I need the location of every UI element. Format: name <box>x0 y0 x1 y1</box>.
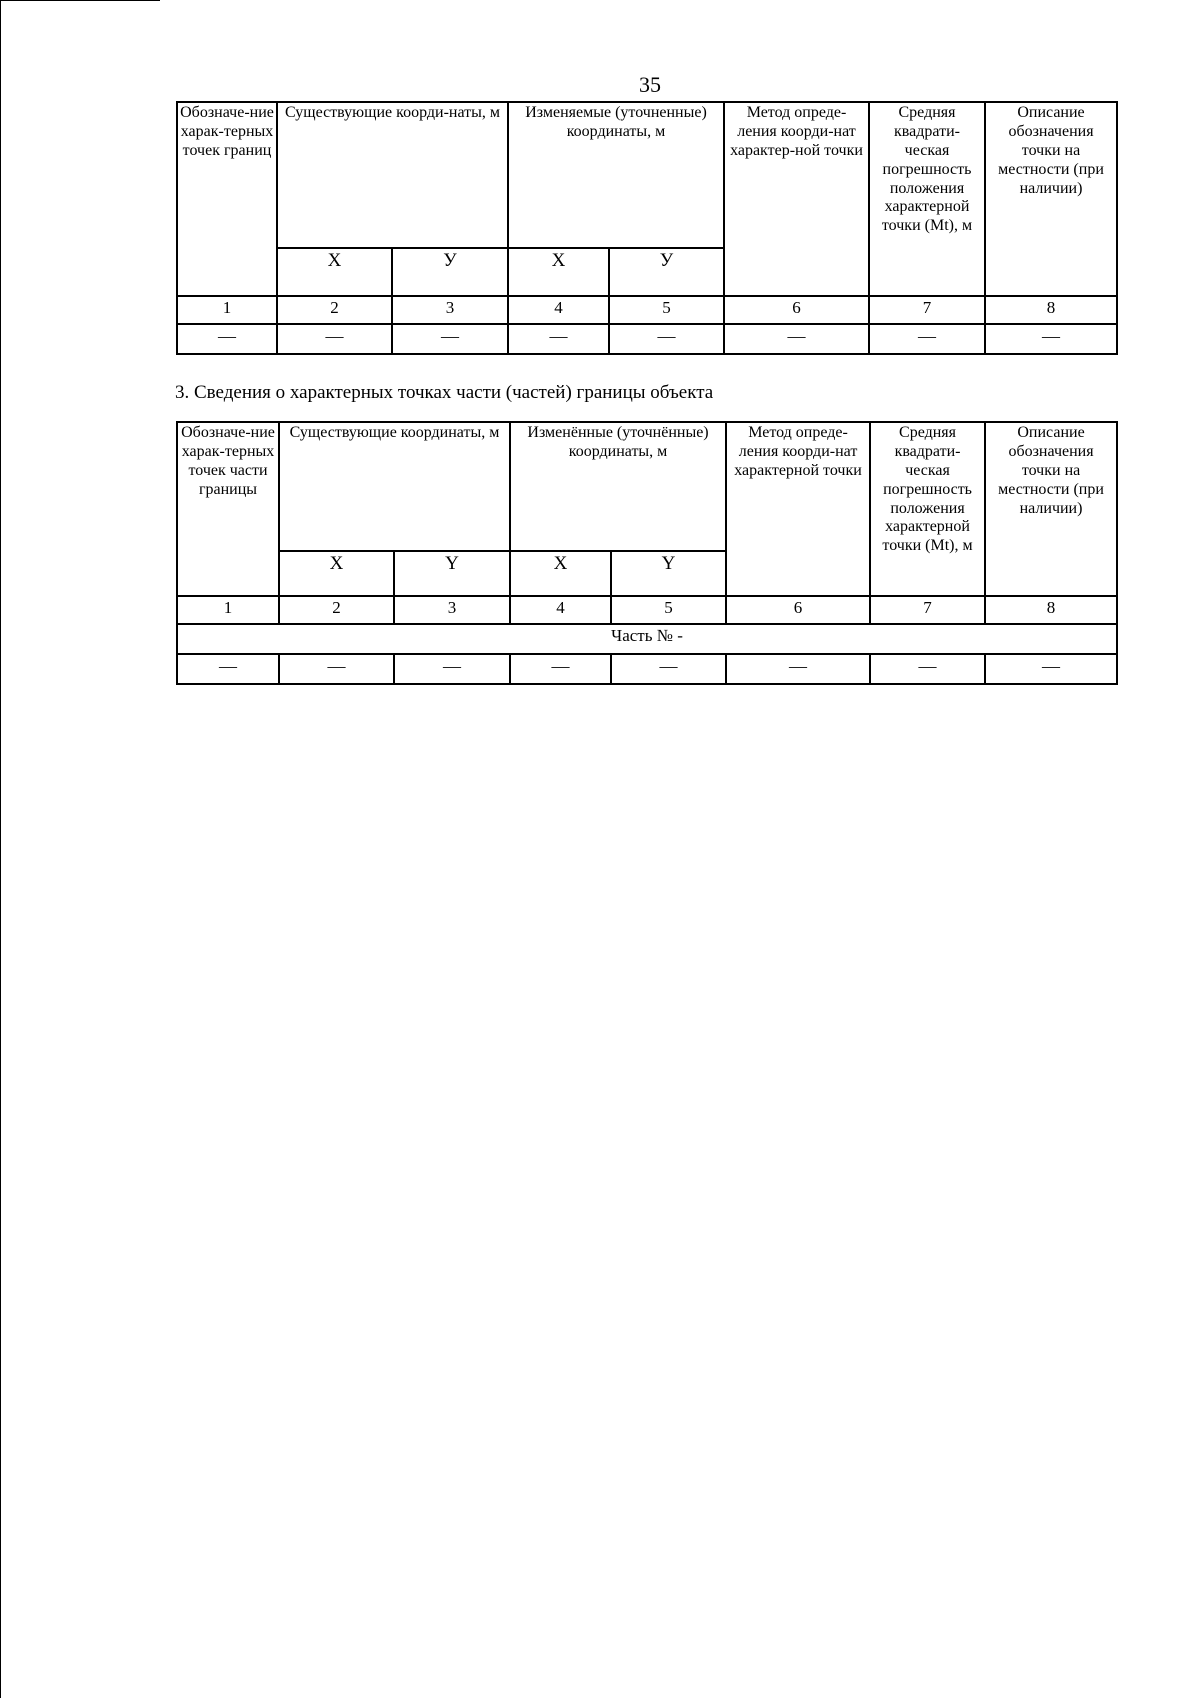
header-rms-error: Средняя квадрати-ческая погрешность положения характерной точки (Mt), м <box>870 422 985 596</box>
scan-left-edge <box>0 0 1 1698</box>
table-cell: — <box>985 324 1117 354</box>
header-rms-error: Средняя квадрати-ческая погрешность положения характерной точки (Mt), м <box>869 102 985 296</box>
header-description: Описание обозначения точки на местности (при наличии) <box>985 102 1117 296</box>
column-number: 6 <box>724 296 869 324</box>
table-cell: — <box>985 654 1117 684</box>
table-cell: — <box>870 654 985 684</box>
column-number: 1 <box>177 296 277 324</box>
header-existing-coordinates: Существующие коорди-наты, м <box>277 102 508 248</box>
header-point-designation: Обозначе-ние харак-терных точек части границы <box>177 422 279 596</box>
part-row <box>177 624 1117 654</box>
column-number: 3 <box>394 596 510 624</box>
header-x-existing: X <box>279 551 394 596</box>
header-method: Метод опреде-ления коорди-нат характерной точки <box>726 422 870 596</box>
header-x-changed: X <box>510 551 611 596</box>
header-existing-coordinates: Существующие координаты, м <box>279 422 510 551</box>
column-number: 1 <box>177 596 279 624</box>
table-cell: — <box>177 324 277 354</box>
column-number: 8 <box>985 596 1117 624</box>
column-number: 7 <box>870 596 985 624</box>
boundary-points-table <box>176 101 1118 355</box>
part-boundary-points-table <box>176 421 1118 685</box>
column-number: 8 <box>985 296 1117 324</box>
table-cell: — <box>392 324 508 354</box>
column-number: 2 <box>279 596 394 624</box>
column-number: 3 <box>392 296 508 324</box>
header-y-changed: Y <box>611 551 726 596</box>
column-number: 5 <box>609 296 724 324</box>
header-x-existing: Х <box>277 248 392 296</box>
table-cell: — <box>611 654 726 684</box>
header-point-designation: Обозначе-ние харак-терных точек границ <box>177 102 277 296</box>
header-y-changed: У <box>609 248 724 296</box>
table-cell: — <box>869 324 985 354</box>
page-number: 35 <box>639 72 661 97</box>
column-number: 5 <box>611 596 726 624</box>
column-number: 2 <box>277 296 392 324</box>
column-number-row <box>177 596 1117 624</box>
header-method: Метод опреде-ления коорди-нат характер-ной точки <box>724 102 869 296</box>
header-changed-coordinates: Изменённые (уточнённые) координаты, м <box>510 422 726 551</box>
column-number-row <box>177 296 1117 324</box>
table-row <box>177 654 1117 684</box>
header-x-changed: Х <box>508 248 609 296</box>
table-cell: — <box>277 324 392 354</box>
table-cell: — <box>508 324 609 354</box>
table-cell: — <box>510 654 611 684</box>
table-cell: — <box>279 654 394 684</box>
header-y-existing: Y <box>394 551 510 596</box>
part-label: Часть № - <box>177 624 1117 654</box>
table-cell: — <box>609 324 724 354</box>
header-y-existing: У <box>392 248 508 296</box>
column-number: 4 <box>508 296 609 324</box>
table-cell: — <box>726 654 870 684</box>
header-changed-coordinates: Изменяемые (уточненные) координаты, м <box>508 102 724 248</box>
header-description: Описание обозначения точки на местности (при наличии) <box>985 422 1117 596</box>
section-title: 3. Сведения о характерных точках части (частей) границы объекта <box>175 382 714 403</box>
table-cell: — <box>724 324 869 354</box>
column-number: 7 <box>869 296 985 324</box>
table-cell: — <box>177 654 279 684</box>
column-number: 4 <box>510 596 611 624</box>
table-cell: — <box>394 654 510 684</box>
table-row <box>177 324 1117 354</box>
column-number: 6 <box>726 596 870 624</box>
scan-corner-line <box>0 0 160 1</box>
